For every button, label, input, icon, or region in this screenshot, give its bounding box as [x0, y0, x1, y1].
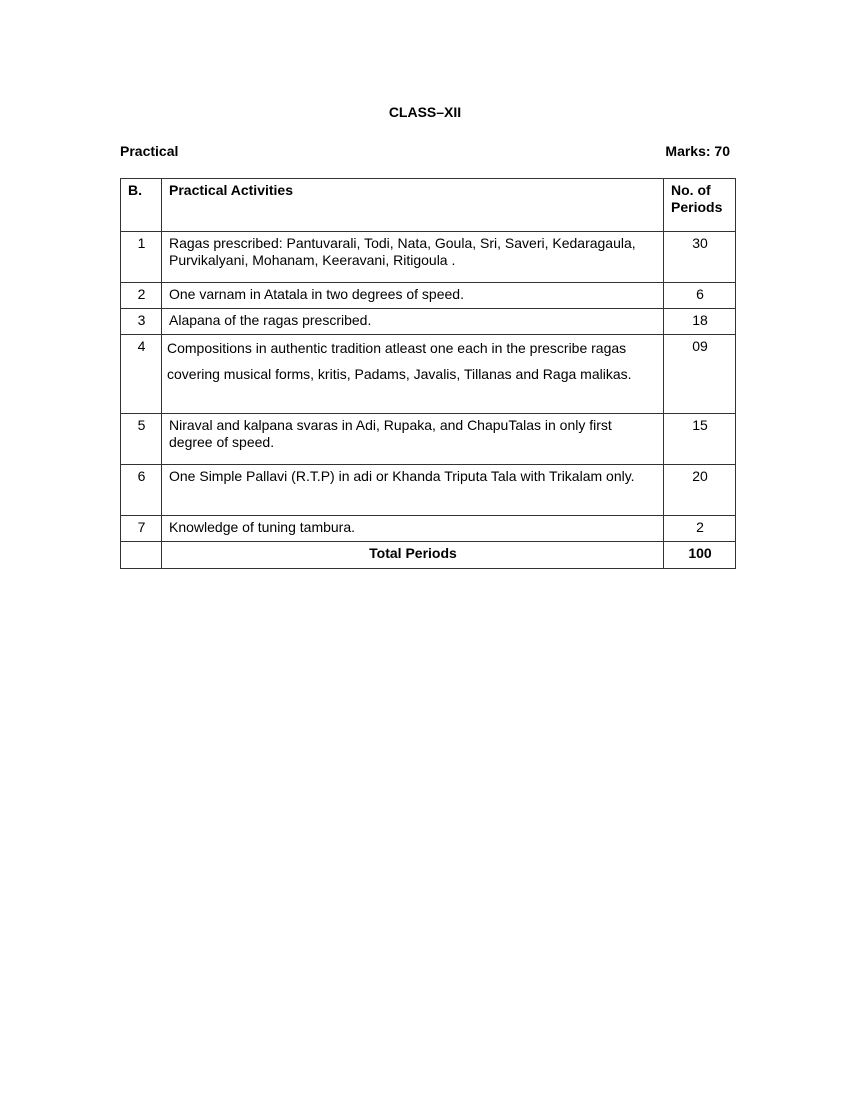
row-periods: 09	[664, 335, 736, 414]
section-label: Practical	[120, 143, 179, 159]
table-row	[121, 232, 736, 283]
practical-activities-table	[120, 178, 736, 569]
table-row	[121, 465, 736, 516]
row-number: 5	[121, 414, 162, 465]
row-periods: 15	[664, 414, 736, 465]
total-row	[121, 542, 736, 569]
row-periods: 20	[664, 465, 736, 516]
table-row	[121, 283, 736, 309]
row-activity: Ragas prescribed: Pantuvarali, Todi, Nata, Goula, Sri, Saveri, Kedaragaula, Purvikalyani, Mohanam, Keeravani, Ritigoula .	[162, 232, 664, 283]
table-row	[121, 309, 736, 335]
row-periods: 30	[664, 232, 736, 283]
row-periods: 18	[664, 309, 736, 335]
table-row	[121, 414, 736, 465]
table-row	[121, 516, 736, 542]
row-activity: Alapana of the ragas prescribed.	[162, 309, 664, 335]
row-activity: One varnam in Atatala in two degrees of speed.	[162, 283, 664, 309]
header-number: B.	[121, 179, 162, 232]
row-number: 4	[121, 335, 162, 414]
class-title: CLASS–XII	[388, 104, 462, 120]
row-number: 6	[121, 465, 162, 516]
row-activity: Niraval and kalpana svaras in Adi, Rupaka, and ChapuTalas in only first degree of speed.	[162, 414, 664, 465]
row-number: 1	[121, 232, 162, 283]
row-number: 3	[121, 309, 162, 335]
table-header-row	[121, 179, 736, 232]
row-number: 7	[121, 516, 162, 542]
row-activity: Knowledge of tuning tambura.	[162, 516, 664, 542]
total-label: Total Periods	[162, 542, 664, 569]
row-periods: 2	[664, 516, 736, 542]
header-activities: Practical Activities	[162, 179, 664, 232]
row-periods: 6	[664, 283, 736, 309]
marks-label: Marks: 70	[665, 143, 730, 159]
table-row	[121, 335, 736, 414]
row-number: 2	[121, 283, 162, 309]
row-activity: One Simple Pallavi (R.T.P) in adi or Khanda Triputa Tala with Trikalam only.	[162, 465, 664, 516]
row-activity: Compositions in authentic tradition atleast one each in the prescribe ragas covering musical forms, kritis, Padams, Javalis, Tillanas and Raga malikas.	[162, 335, 664, 414]
total-value: 100	[664, 542, 736, 569]
total-empty-cell	[121, 542, 162, 569]
header-periods: No. of Periods	[664, 179, 736, 232]
